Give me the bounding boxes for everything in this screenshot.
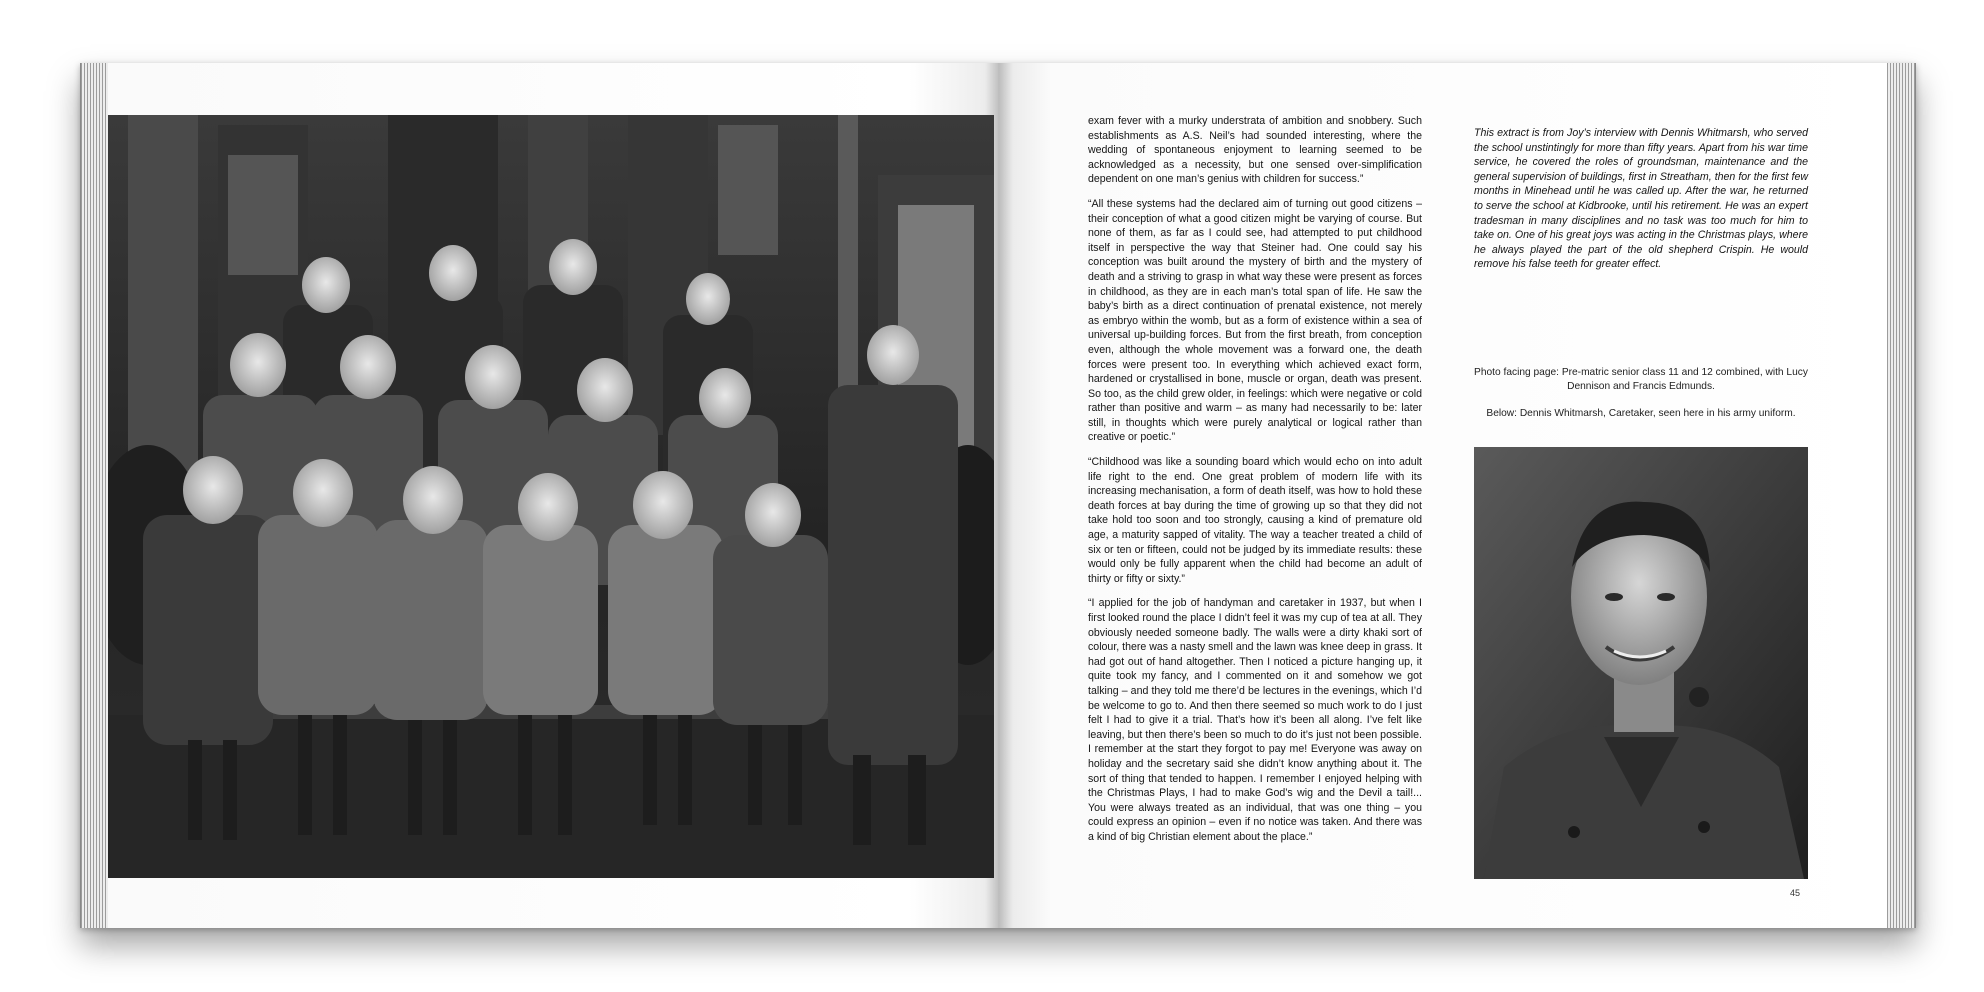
page-number: 45	[1790, 888, 1801, 898]
main-text-column	[1088, 114, 1422, 855]
caption-facing-page: Photo facing page: Pre-matric senior class 11 and 12 combined, with Lucy Dennison and Francis Edmunds.	[1474, 367, 1808, 392]
paragraph-4: “I applied for the job of handyman and caretaker in 1937, but when I first looked round the place I didn’t feel it was my cup of tea at all. They obviously needed someone badly. The walls were a dirty khaki sort of colour, there was a nasty smell and the lawn was knee deep in grass. It had got out of hand altogether. Then I noticed a picture hanging up, it quite took my fancy, and I commented on it and somehow we got talking – and they told me there’d be lectures in the evenings, which I’d be welcome to go to. And then there seemed so much work to do I just felt I had to give it a trial. That’s how it’s been all along. I’ve felt like leaving, but then there’s been so much to do it’s just not been possible. I remember at the start they forgot to pay me! Everyone was away on holiday and the secretary said she didn’t know anything about it. The sort of thing that tended to happen. I remember I enjoyed helping with the Christmas Plays, I had to make God’s wig and the Devil a tail!... You were always treated as an individual, that was one thing – you could express an opinion – even if no notice was taken. And there was a kind of big Christian element about the place.”	[1088, 597, 1422, 843]
page-edges-left	[80, 63, 109, 928]
paragraph-2: “All these systems had the declared aim of turning out good citizens – their conception of what a good citizen might be varying of course. But none of them, as far as I could see, had attempted to put childhood itself in perspective the way that Steiner had. One could say his conception was built around the mystery of birth and the mystery of death and a striving to grasp in what way these were present as forces in childhood, as they are in each man’s total span of life. He saw the baby’s birth as a direct continuation of prenatal existence, not merely as embryo within the womb, but as a form of existence within a sea of universal up-building forces. But from the first breath, from conception even, although the whole movement was a forward one, the death forces were present too. In everything which achieved exact form, hardened or crystallised in bone, muscle or organ, death was present. So too, as the child grew older, in feelings: which were negative or cold rather than positive and warm – as many had necessarily to be: later still, in thoughts which were purely analytical or logical rather than creative or poetic.”	[1088, 197, 1422, 444]
class-group-photo-drawing	[108, 115, 994, 878]
side-note	[1474, 126, 1808, 282]
paragraph-3: “Childhood was like a sounding board which would echo on into adult life right to the end. One great problem of modern life with its increasing mechanisation, a form of death itself, was how to hold these death forces at bay during the time of growing up so that they did not take hold too soon and too strongly, causing a kind of premature old age, a maturity sapped of vitality. The way a teacher treated a child of six or ten or fifteen, could not be judged by its immediate results: these would only be fully apparent when the child had become an adult of thirty or fifty or sixty.”	[1088, 456, 1422, 585]
paragraph-1: exam fever with a murky understrata of ambition and snobbery. Such establishments as A.S. Neil’s had sounded interesting, where the wedding of spontaneous enjoyment to learning seemed to be acknowledged as a necessity, but one sensed over-simplification dependent on one man’s genius with children for success.”	[1088, 115, 1422, 186]
side-note-text: This extract is from Joy’s interview with Dennis Whitmarsh, who served the school unstintingly for more than fifty years. Apart from his war time service, he covered the roles of groundsman, maintenance and the general supervision of buildings, first in Streatham, then for the first few months in Minehead until he was called up. After the war, he returned to serve the school at Kidbrooke, until his retirement. He was an expert tradesman in many disciplines and no task was too much for him to take on. One of his great joys was acting in the Christmas plays, where he always played the part of the old shepherd Crispin. He would remove his false teeth for greater effect.	[1474, 127, 1808, 271]
portrait-photo-drawing	[1474, 447, 1808, 879]
portrait-photo	[1474, 447, 1808, 879]
caption-below: Below: Dennis Whitmarsh, Caretaker, seen here in his army uniform.	[1486, 408, 1796, 419]
class-group-photo	[108, 115, 994, 878]
page-edges-right	[1887, 63, 1916, 928]
